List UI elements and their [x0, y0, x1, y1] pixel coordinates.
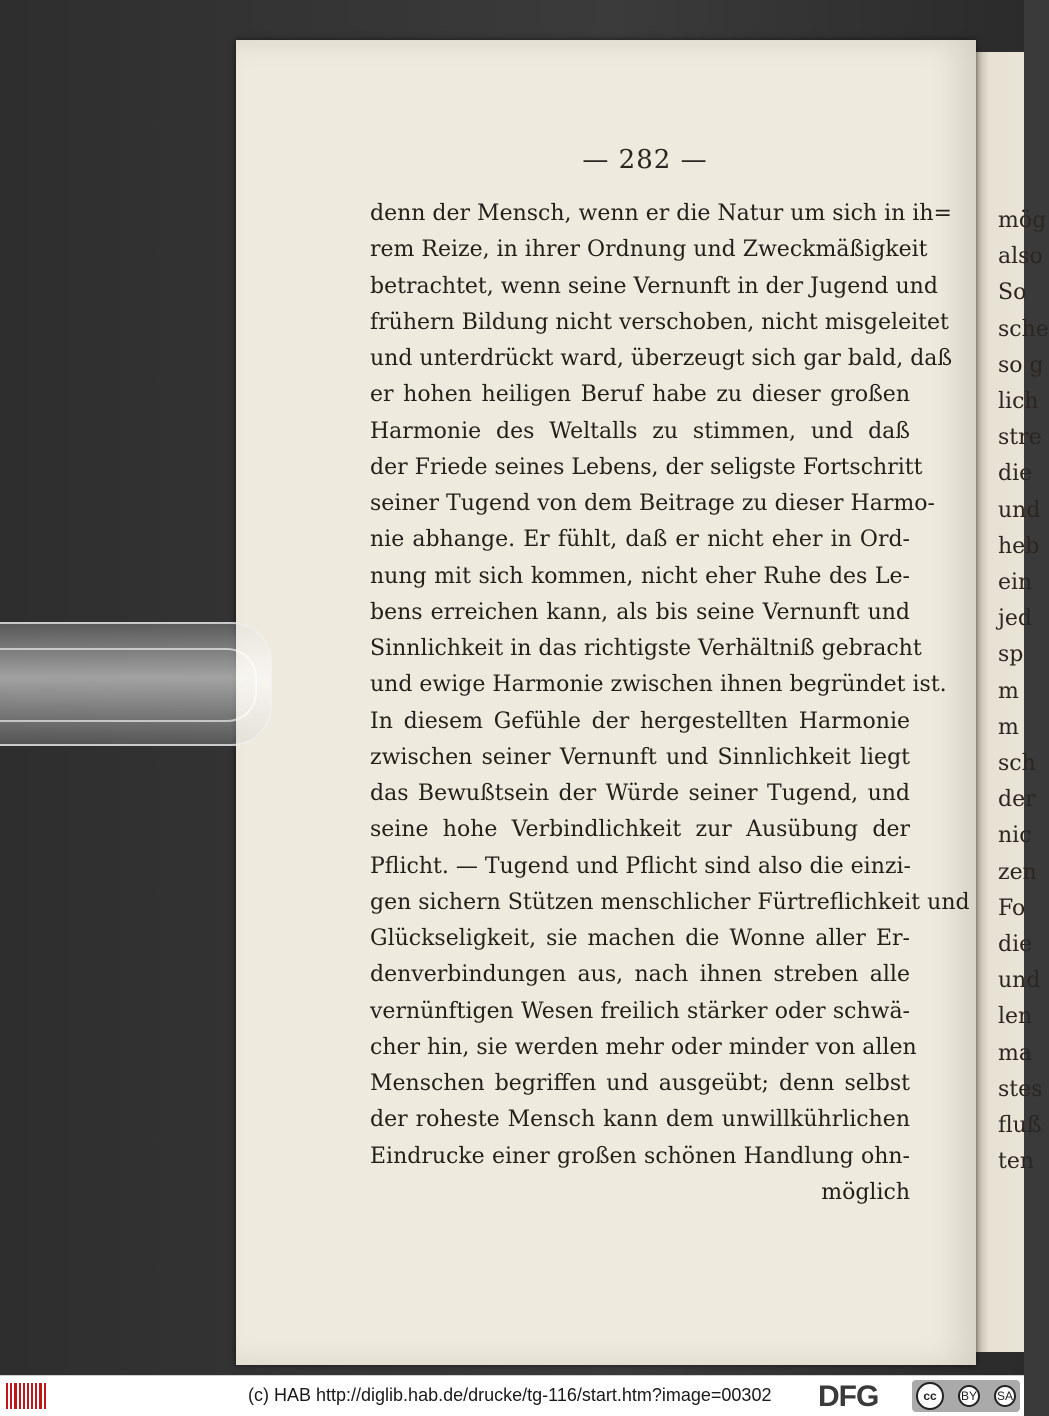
next-page-fragment: so g [998, 352, 1044, 378]
next-page-fragment: zen [998, 859, 1037, 885]
text-line: nie abhange. Er fühlt, daß er nicht eher in Ord- [370, 527, 910, 553]
footer-bar [0, 1375, 1024, 1416]
text-line: frühern Bildung nicht verschoben, nicht misgeleitet [370, 309, 949, 335]
text-line: rem Reize, in ihrer Ordnung und Zweckmäßigkeit [370, 237, 928, 263]
cc-icon: cc [916, 1382, 944, 1410]
page-clamp-inner [0, 648, 257, 722]
barcode-icon [6, 1383, 46, 1409]
next-page-fragment: nic [998, 823, 1032, 849]
text-line: und unterdrückt ward, überzeugt sich gar bald, daß [370, 346, 953, 371]
text-line: Glückseligkeit, sie machen die Wonne aller Er- [370, 926, 910, 951]
text-line: Pflicht. — Tugend und Pflicht sind also die einzi- [370, 853, 911, 879]
next-page-fragment: mög [998, 208, 1047, 233]
next-page-fragment: und [998, 497, 1041, 523]
next-page-fragment: stes [998, 1076, 1043, 1102]
next-page-edge [974, 52, 1049, 1352]
text-line: cher hin, sie werden mehr oder minder von allen [370, 1034, 917, 1060]
text-line: zwischen seiner Vernunft und Sinnlichkeit liegt [370, 744, 910, 770]
text-line: Sinnlichkeit in das richtigste Verhältniß gebracht [370, 636, 922, 661]
by-icon: BY [958, 1385, 980, 1407]
next-page-fragment: die [998, 461, 1033, 487]
text-line: und ewige Harmonie zwischen ihnen begründet ist. [370, 672, 947, 698]
text-line: das Bewußtsein der Würde seiner Tugend, und [370, 781, 910, 806]
next-page-fragment: heb [998, 533, 1040, 559]
text-line: Menschen begriffen und ausgeübt; denn selbst [370, 1071, 910, 1096]
sa-icon: SA [994, 1385, 1016, 1407]
next-page-fragment: ein [998, 570, 1033, 595]
next-page-fragment: m [998, 678, 1019, 704]
next-page-fragment: lich [998, 389, 1039, 414]
next-page-fragment: sche [998, 316, 1049, 342]
text-line: Harmonie des Weltalls zu stimmen, und daß [370, 418, 910, 444]
text-line: der roheste Mensch kann dem unwillkührlichen [370, 1107, 910, 1133]
text-line: betrachtet, wenn seine Vernunft in der Jugend und [370, 273, 938, 299]
text-line: der Friede seines Lebens, der seligste Fortschritt [370, 454, 923, 480]
next-page-fragment: und [998, 968, 1041, 994]
next-page-fragment: m [998, 714, 1019, 740]
dfg-logo: DFG [818, 1380, 879, 1413]
next-page-fragment: fluß [998, 1113, 1042, 1138]
next-page-fragment: So [998, 280, 1027, 306]
next-page-fragment: Fo [998, 895, 1026, 921]
catchword: möglich [821, 1179, 910, 1205]
text-line: gen sichern Stützen menschlicher Fürtreflichkeit und [370, 889, 970, 915]
next-page-fragment: ma [998, 1040, 1032, 1066]
next-page-fragment: also [998, 244, 1043, 270]
citation-link[interactable]: (c) HAB http://diglib.hab.de/drucke/tg-116/start.htm?image=00302 [248, 1385, 772, 1405]
text-line: Eindrucke einer großen schönen Handlung ohn- [370, 1143, 910, 1169]
text-line: denverbindungen aus, nach ihnen streben alle [370, 962, 910, 988]
text-line: In diesem Gefühle der hergestellten Harmonie [370, 708, 910, 734]
text-line: seine hohe Verbindlichkeit zur Ausübung der [370, 817, 910, 843]
next-page-fragment: jed [998, 606, 1032, 632]
body-text [370, 196, 970, 1211]
text-line: nung mit sich kommen, nicht eher Ruhe des Le- [370, 563, 910, 589]
next-page-fragment: len [998, 1004, 1033, 1030]
cc-license-badge[interactable] [912, 1380, 1020, 1412]
text-line: vernünftigen Wesen freilich stärker oder schwä- [370, 998, 910, 1024]
next-page-fragment: sch [998, 751, 1036, 776]
next-page-fragment: die [998, 932, 1033, 957]
next-page-fragment: stre [998, 425, 1042, 451]
text-line: bens erreichen kann, als bis seine Vernunft und [370, 599, 910, 625]
text-line: er hohen heiligen Beruf habe zu dieser großen [370, 382, 910, 408]
next-page-fragment: sp [998, 642, 1024, 668]
next-page-fragment: der [998, 787, 1036, 813]
next-page-fragment: ten [998, 1149, 1035, 1175]
text-line: seiner Tugend von dem Beitrage zu dieser Harmo- [370, 491, 935, 516]
page-number: — 282 — [582, 145, 708, 175]
text-line: denn der Mensch, wenn er die Natur um sich in ih= [370, 201, 952, 226]
